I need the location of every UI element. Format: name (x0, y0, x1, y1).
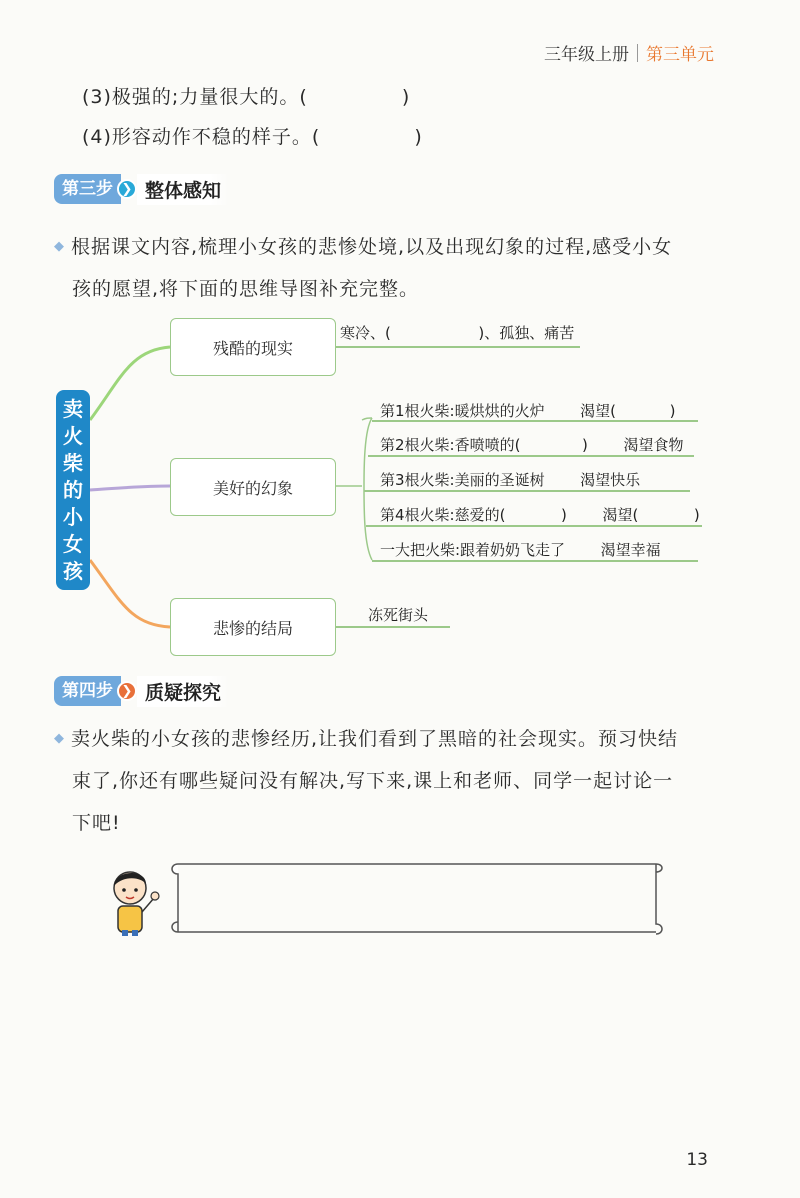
ending-detail: 冻死街头 (368, 606, 429, 624)
match-4-wish-close: ) (693, 506, 700, 524)
diamond-bullet-icon: ◆ (54, 239, 65, 254)
match-4-text: 第4根火柴:慈爱的( (380, 506, 506, 524)
reality-underline (336, 346, 580, 348)
match-2-item (380, 434, 683, 455)
chevron-right-icon: ❯ (117, 179, 137, 199)
step3-title: 整体感知 (137, 174, 229, 205)
center-char: 柴 (63, 450, 83, 475)
illusion-label: 美好的幻象 (212, 478, 293, 498)
match-1-text: 第1根火柴:暖烘烘的火炉 (380, 402, 545, 420)
ending-label: 悲惨的结局 (212, 618, 293, 638)
mindmap-center-title (56, 390, 90, 590)
question-4-close: ) (414, 126, 423, 148)
grade-label: 三年级上册 (544, 45, 629, 65)
match-3-item (380, 469, 640, 490)
reality-detail-b: )、孤独、痛苦 (478, 324, 575, 342)
match-3-underline (364, 490, 690, 492)
center-char: 卖 (63, 396, 83, 421)
match-4-underline (366, 525, 702, 527)
step4-line2: 束了,你还有哪些疑问没有解决,写下来,课上和老师、同学一起讨论一 (72, 770, 674, 792)
match-1-underline (372, 420, 698, 422)
match-1-wish: 渴望( (580, 402, 617, 420)
match-1-item (380, 400, 675, 421)
match-2-underline (368, 455, 694, 457)
center-char: 小 (63, 504, 83, 529)
reality-detail-a: 寒冷、( (340, 324, 391, 342)
step3-instruction-line1: 根据课文内容,梳理小女孩的悲惨处境,以及出现幻象的过程,感受小女 (71, 236, 673, 258)
center-char: 孩 (63, 558, 83, 583)
chevron-right-icon: ❯ (117, 681, 137, 701)
step3-instruction-line2: 孩的愿望,将下面的思维导图补充完整。 (72, 278, 420, 300)
match-2-text: 第2根火柴:香喷喷的( (380, 436, 521, 454)
question-4-text: (4)形容动作不稳的样子。( (82, 126, 321, 148)
step4-line3: 下吧! (72, 812, 121, 834)
step4-badge: 第四步 (54, 676, 121, 706)
reality-label: 残酷的现实 (212, 338, 293, 358)
diamond-bullet-icon: ◆ (54, 731, 65, 746)
question-3-text: (3)极强的;力量很大的。( (82, 86, 308, 108)
center-char: 火 (63, 423, 83, 448)
boy-illustration (100, 862, 166, 938)
illusion-node (170, 458, 336, 516)
page-number: 13 (686, 1150, 708, 1170)
reality-node (170, 318, 336, 376)
match-5-text: 一大把火柴:跟着奶奶飞走了 (380, 541, 566, 559)
match-2-close: ) (582, 436, 588, 454)
center-char: 的 (63, 477, 83, 502)
match-4-item (380, 504, 700, 525)
match-5-wish: 渴望幸福 (600, 541, 661, 559)
ending-underline (336, 626, 450, 628)
step4-line1: 卖火柴的小女孩的悲惨经历,让我们看到了黑暗的社会现实。预习快结 (71, 728, 679, 750)
step4-heading (54, 676, 229, 706)
step3-badge: 第三步 (54, 174, 121, 204)
match-5-underline (372, 560, 698, 562)
writing-scroll[interactable] (170, 858, 664, 938)
step4-instruction (54, 718, 744, 844)
unit-label: 第三单元 (646, 45, 714, 65)
match-4-close: ) (561, 506, 567, 524)
question-3-close: ) (401, 86, 411, 108)
match-1-close: ) (669, 402, 676, 420)
ending-node (170, 598, 336, 656)
match-3-wish: 渴望快乐 (580, 471, 641, 489)
step4-title: 质疑探究 (137, 676, 229, 707)
reality-detail (340, 322, 574, 343)
center-char: 女 (63, 531, 83, 556)
match-5-item (380, 539, 661, 560)
match-3-text: 第3根火柴:美丽的圣诞树 (380, 471, 545, 489)
match-4-wish: 渴望( (602, 506, 639, 524)
match-2-wish: 渴望食物 (623, 436, 684, 454)
